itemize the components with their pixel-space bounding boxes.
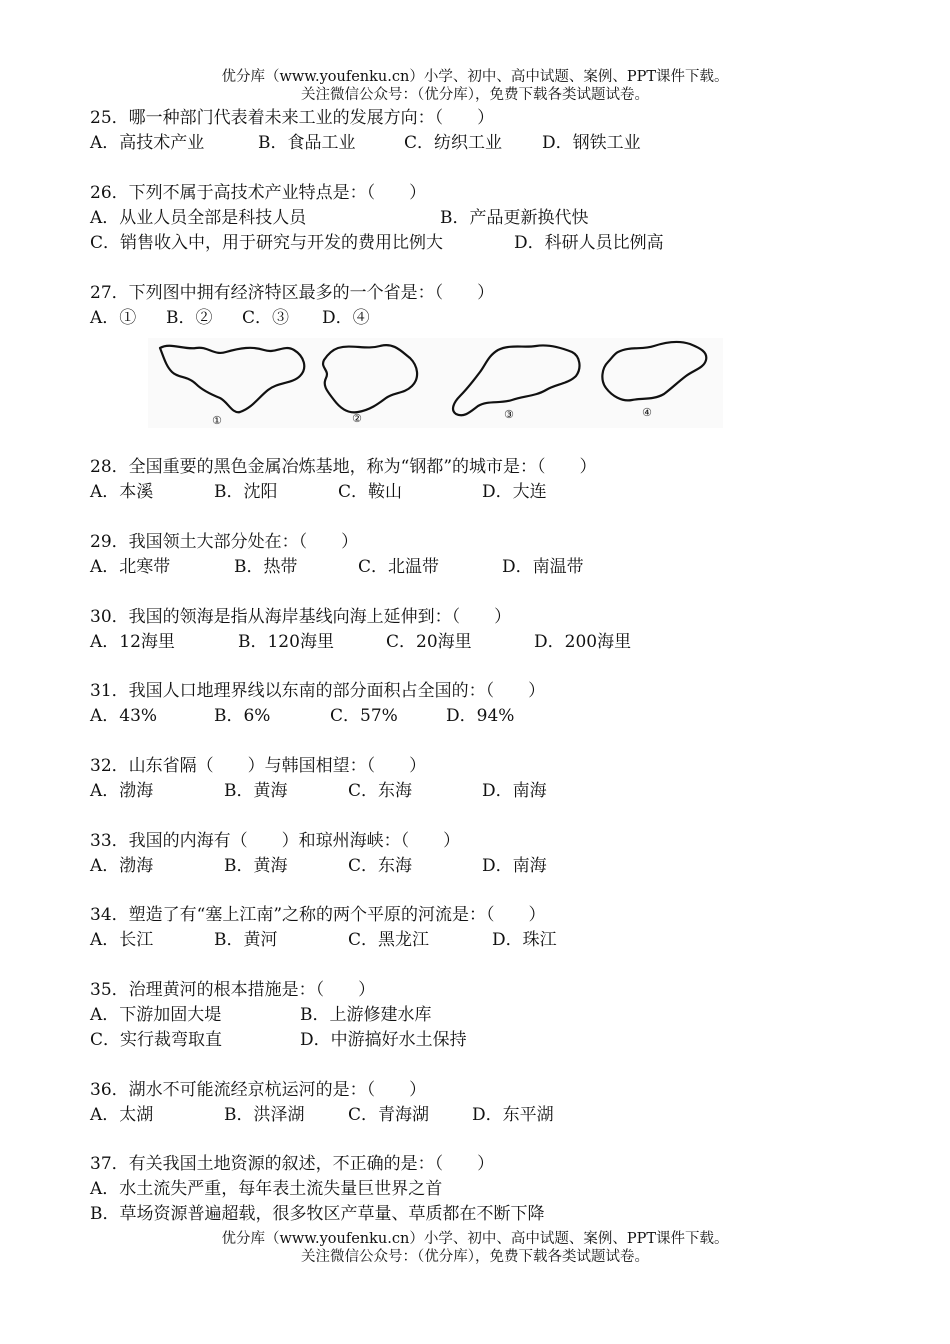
question-33 xyxy=(90,829,890,879)
question-stem: 35．治理黄河的根本措施是：（ ） xyxy=(90,980,376,1000)
question-stem: 28．全国重要的黑色金属冶炼基地，称为“钢都”的城市是：（ ） xyxy=(90,457,597,477)
option-b: B．食品工业 xyxy=(258,133,356,153)
question-stem: 29．我国领土大部分处在：（ ） xyxy=(90,532,359,552)
option-a: A．43% xyxy=(90,706,158,726)
question-stem: 32．山东省隔（ ）与韩国相望：（ ） xyxy=(90,756,427,776)
footer-line-1: 优分库（www.youfenku.cn）小学、初中、高中试题、案例、PPT课件下载。 xyxy=(221,1231,729,1247)
question-stem: 34．塑造了有“塞上江南”之称的两个平原的河流是：（ ） xyxy=(90,905,546,925)
option-c: C．鞍山 xyxy=(338,482,403,502)
option-c: C．销售收入中，用于研究与开发的费用比例大 xyxy=(90,233,444,253)
question-26 xyxy=(90,181,890,256)
option-b: B．草场资源普遍超载，很多牧区产草量、草质都在不断下降 xyxy=(90,1204,545,1224)
option-b: B．产品更新换代快 xyxy=(440,208,589,228)
map-label-3: ③ xyxy=(504,408,514,421)
option-d: D．珠江 xyxy=(492,930,557,950)
question-31 xyxy=(90,679,890,729)
option-a: A．渤海 xyxy=(90,781,154,801)
question-30 xyxy=(90,605,890,655)
option-a: A．从业人员全部是科技人员 xyxy=(90,208,307,228)
options-row xyxy=(90,630,890,655)
option-d: D．94% xyxy=(446,706,515,726)
option-d: D．④ xyxy=(322,308,370,328)
option-c: C．③ xyxy=(242,308,290,328)
option-d: D．南海 xyxy=(482,856,547,876)
option-b: B．6% xyxy=(214,706,271,726)
option-b: B．沈阳 xyxy=(214,482,278,502)
map-label-1: ① xyxy=(212,414,222,427)
options-row xyxy=(90,928,890,953)
options-row xyxy=(90,555,890,580)
option-c: C．纺织工业 xyxy=(404,133,503,153)
page-footer xyxy=(0,1230,950,1266)
question-36 xyxy=(90,1078,890,1128)
option-a: A．渤海 xyxy=(90,856,154,876)
option-d: D．南温带 xyxy=(502,557,584,577)
options-row xyxy=(90,131,890,156)
question-stem: 30．我国的领海是指从海岸基线向海上延伸到：（ ） xyxy=(90,607,512,627)
options-row xyxy=(90,1028,890,1053)
options-row xyxy=(90,854,890,879)
province-outline-2 xyxy=(323,345,417,412)
options-row xyxy=(90,1103,890,1128)
option-a: A．水土流失严重，每年表土流失量巨世界之首 xyxy=(90,1179,443,1199)
question-stem: 26．下列不属于高技术产业特点是：（ ） xyxy=(90,183,427,203)
options-row xyxy=(90,306,890,331)
option-d: D．科研人员比例高 xyxy=(514,233,664,253)
header-line-2: 关注微信公众号：（优分库），免费下载各类试题试卷。 xyxy=(301,87,649,103)
question-stem: 36．湖水不可能流经京杭运河的是：（ ） xyxy=(90,1080,427,1100)
option-a: A．① xyxy=(90,308,137,328)
page-header xyxy=(0,68,950,104)
question-stem: 33．我国的内海有（ ）和琼州海峡：（ ） xyxy=(90,831,461,851)
option-b: B．热带 xyxy=(234,557,298,577)
question-28 xyxy=(90,455,890,505)
options-row xyxy=(90,704,890,729)
footer-line-2: 关注微信公众号：（优分库），免费下载各类试题试卷。 xyxy=(301,1249,649,1265)
option-a: A．长江 xyxy=(90,930,154,950)
option-d: D．钢铁工业 xyxy=(542,133,641,153)
options-row xyxy=(90,480,890,505)
map-label-2: ② xyxy=(352,412,362,425)
option-a: A．本溪 xyxy=(90,482,154,502)
question-25 xyxy=(90,106,890,156)
option-a: A．高技术产业 xyxy=(90,133,205,153)
option-b: B．② xyxy=(166,308,213,328)
question-34 xyxy=(90,903,890,953)
option-b: B．黄海 xyxy=(224,781,288,801)
option-c: C．黑龙江 xyxy=(348,930,430,950)
option-c: C．青海湖 xyxy=(348,1105,430,1125)
question-stem: 25．哪一种部门代表着未来工业的发展方向：（ ） xyxy=(90,108,495,128)
option-c: C．57% xyxy=(330,706,398,726)
option-b: B．黄海 xyxy=(224,856,288,876)
option-c: C．实行裁弯取直 xyxy=(90,1030,223,1050)
question-32 xyxy=(90,754,890,804)
option-c: C．东海 xyxy=(348,856,413,876)
option-c: C．20海里 xyxy=(386,632,472,652)
option-d: D．200海里 xyxy=(534,632,632,652)
options-row xyxy=(90,206,890,231)
question-27 xyxy=(90,281,890,331)
question-29 xyxy=(90,530,890,580)
option-b: B．上游修建水库 xyxy=(300,1005,432,1025)
options-row xyxy=(90,231,890,256)
header-line-1: 优分库（www.youfenku.cn）小学、初中、高中试题、案例、PPT课件下载。 xyxy=(221,69,729,85)
option-d: D．南海 xyxy=(482,781,547,801)
option-d: D．大连 xyxy=(482,482,547,502)
options-row xyxy=(90,779,890,804)
option-a: A．北寒带 xyxy=(90,557,171,577)
province-outline-3 xyxy=(453,345,579,415)
question-stem: 27．下列图中拥有经济特区最多的一个省是：（ ） xyxy=(90,283,495,303)
option-a: A．下游加固大堤 xyxy=(90,1005,222,1025)
option-b: B．120海里 xyxy=(238,632,334,652)
question-35 xyxy=(90,978,890,1053)
option-b: B．黄河 xyxy=(214,930,278,950)
map-label-4: ④ xyxy=(642,406,652,419)
province-outlines-figure xyxy=(148,338,723,428)
province-outline-4 xyxy=(602,342,706,401)
question-stem: 31．我国人口地理界线以东南的部分面积占全国的：（ ） xyxy=(90,681,546,701)
option-c: C．东海 xyxy=(348,781,413,801)
option-b: B．洪泽湖 xyxy=(224,1105,305,1125)
province-outline-1 xyxy=(160,346,304,412)
question-37 xyxy=(90,1152,890,1227)
option-a: A．12海里 xyxy=(90,632,175,652)
option-c: C．北温带 xyxy=(358,557,440,577)
option-d: D．东平湖 xyxy=(472,1105,554,1125)
options-row xyxy=(90,1003,890,1028)
option-a: A．太湖 xyxy=(90,1105,154,1125)
option-d: D．中游搞好水土保持 xyxy=(300,1030,467,1050)
question-stem: 37．有关我国土地资源的叙述，不正确的是：（ ） xyxy=(90,1154,495,1174)
